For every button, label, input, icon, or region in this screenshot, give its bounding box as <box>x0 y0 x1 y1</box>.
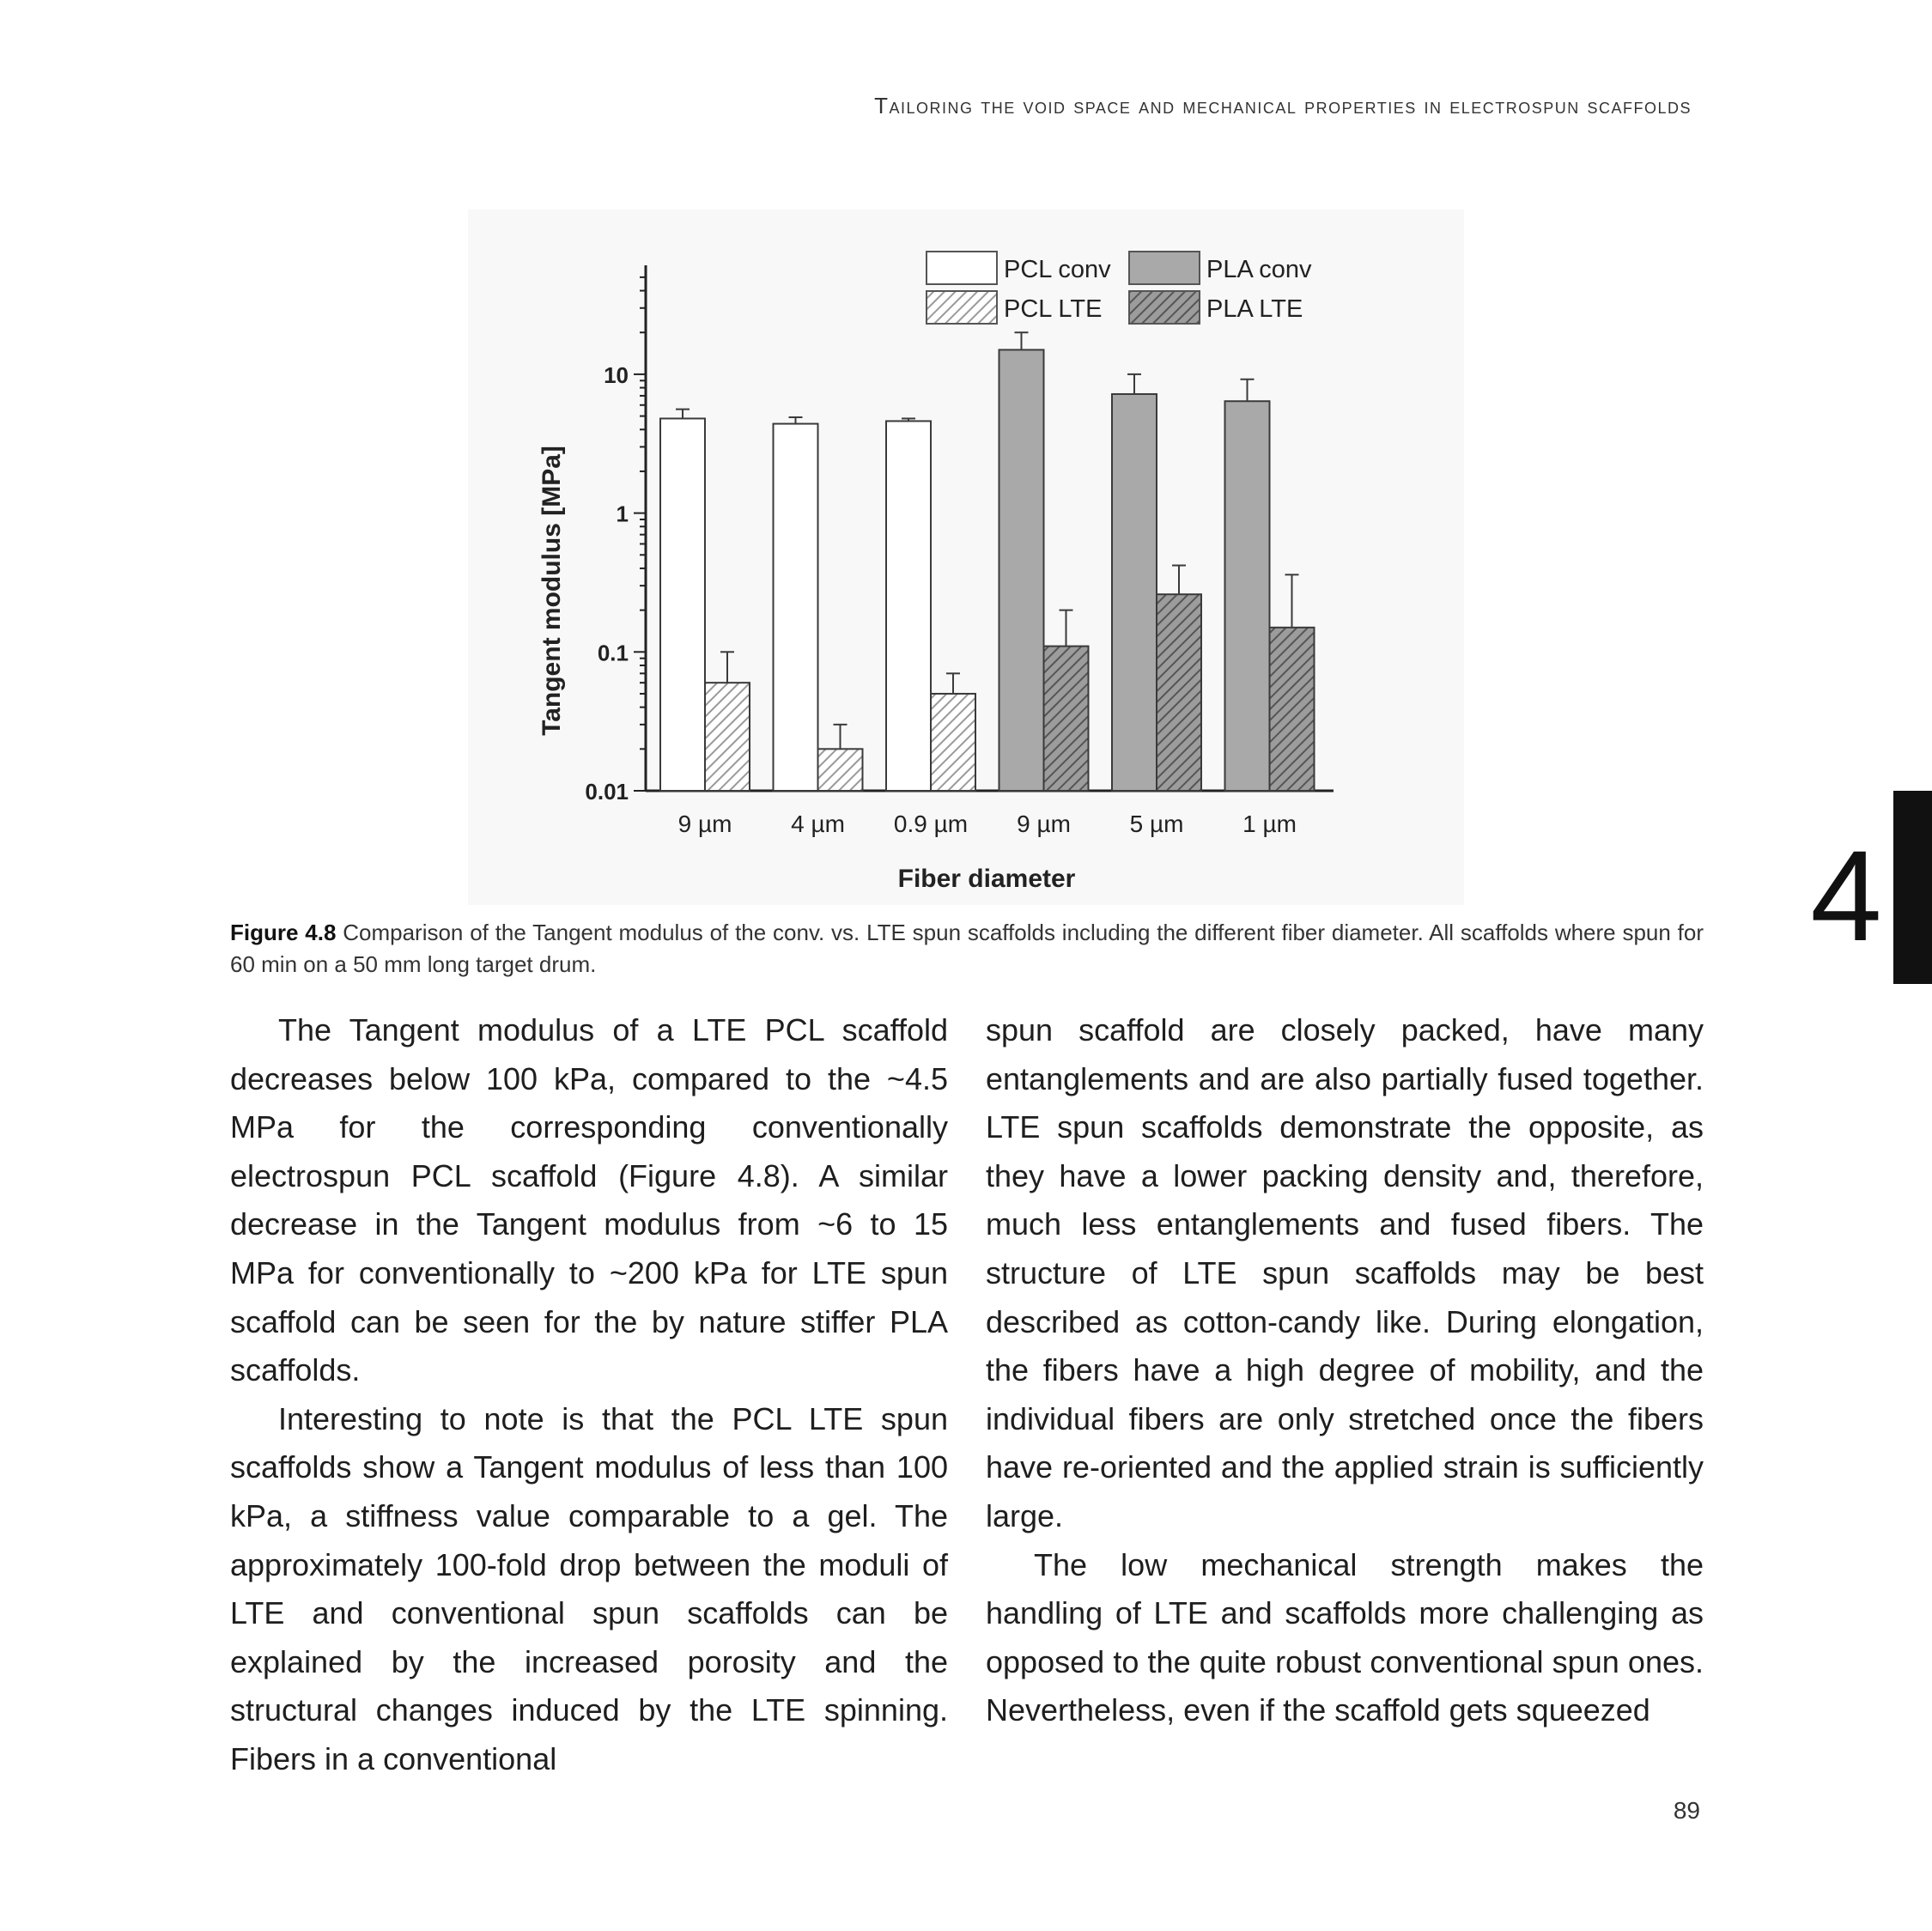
chapter-number: 4 <box>1810 823 1882 968</box>
bar-lte-pla-4 <box>1157 594 1201 791</box>
plot-layer <box>585 265 1334 837</box>
bar-conv-pla-5 <box>1225 401 1270 791</box>
legend-label-pla-conv: PLA conv <box>1206 256 1312 283</box>
chapter-tab <box>1893 791 1932 984</box>
figure-4-8 <box>468 209 1464 905</box>
bar-conv-pcl-2 <box>886 421 931 791</box>
bar-lte-pcl-0 <box>705 683 750 791</box>
paragraph: Interesting to note is that the PCL LTE spun scaffolds show a Tangent modulus of less than 100 kPa, a stiffness value comparable to a gel. The approximately 100-fold drop between the moduli of LTE and conventional spun scaffolds can be explained by the increased porosity and the structural changes induced by the LTE spinning. Fibers in a conventional <box>230 1400 948 1776</box>
legend-label-pcl-conv: PCL conv <box>1004 256 1111 283</box>
running-head: Tailoring the void space and mechanical properties in electrospun scaffolds <box>874 93 1692 118</box>
bar-lte-pcl-1 <box>818 749 863 791</box>
legend-swatch-pcl-conv <box>927 252 997 284</box>
x-tick-label: 5 µm <box>1129 811 1184 837</box>
page-number: 89 <box>1673 1797 1700 1824</box>
bar-lte-pla-5 <box>1270 628 1315 791</box>
legend-swatch-pla-lte <box>1129 291 1200 324</box>
bar-conv-pcl-0 <box>660 418 705 791</box>
legend <box>927 252 1312 324</box>
bar-lte-pcl-2 <box>931 694 975 791</box>
y-tick-label: 1 <box>616 501 629 527</box>
body-column-right <box>986 1006 1704 1735</box>
legend-label-pcl-lte: PCL LTE <box>1004 295 1103 323</box>
legend-label-pla-lte: PLA LTE <box>1206 295 1303 323</box>
x-tick-label: 9 µm <box>1017 811 1071 837</box>
legend-swatch-pla-conv <box>1129 252 1200 284</box>
legend-swatch-pcl-lte <box>927 291 997 324</box>
x-tick-label: 9 µm <box>677 811 732 837</box>
bar-lte-pla-3 <box>1044 647 1089 791</box>
figure-caption <box>230 917 1704 981</box>
x-tick-label: 1 µm <box>1242 811 1297 837</box>
y-tick-label: 10 <box>604 361 629 388</box>
y-tick-label: 0.01 <box>585 779 629 805</box>
caption-text: Comparison of the Tangent modulus of the conv. vs. LTE spun scaffolds including the different fiber diameter. All scaffolds where spun for 60 min on a 50 mm long target drum. <box>230 920 1704 977</box>
y-tick-label: 0.1 <box>597 640 629 666</box>
y-axis-label: Tangent modulus [MPa] <box>538 446 566 736</box>
bar-conv-pla-4 <box>1112 394 1157 791</box>
paragraph: spun scaffold are closely packed, have many entanglements and are also partially fused together. LTE spun scaffolds demonstrate the opposite, as they have a lower packing density and, therefore, much less entanglements and fused fibers. The structure of LTE spun scaffolds may be best described as cotton-candy like. During elongation, the fibers have a high degree of mobility, and the individual fibers are only stretched once the fibers have re-oriented and the applied strain is sufficiently large. <box>986 1012 1704 1533</box>
bar-conv-pcl-1 <box>774 424 818 791</box>
x-tick-label: 0.9 µm <box>893 811 969 837</box>
paragraph: The Tangent modulus of a LTE PCL scaffold decreases below 100 kPa, compared to the ~4.5 MPa for the corresponding conventionally electrospun PCL scaffold (Figure 4.8). A similar decrease in the Tangent modulus from ~6 to 15 MPa for conventionally to ~200 kPa for LTE spun scaffold can be seen for the by nature stiffer PLA scaffolds. <box>230 1012 948 1388</box>
tangent-modulus-chart <box>468 209 1464 905</box>
caption-label: Figure 4.8 <box>230 920 337 945</box>
bar-conv-pla-3 <box>999 349 1044 791</box>
paragraph: The low mechanical strength makes the handling of LTE and scaffolds more challenging as opposed to the quite robust conventional spun ones. Nevertheless, even if the scaffold gets squeezed <box>986 1546 1704 1728</box>
x-axis-label: Fiber diameter <box>897 865 1076 893</box>
body-column-left <box>230 1006 948 1784</box>
x-tick-label: 4 µm <box>791 811 845 837</box>
